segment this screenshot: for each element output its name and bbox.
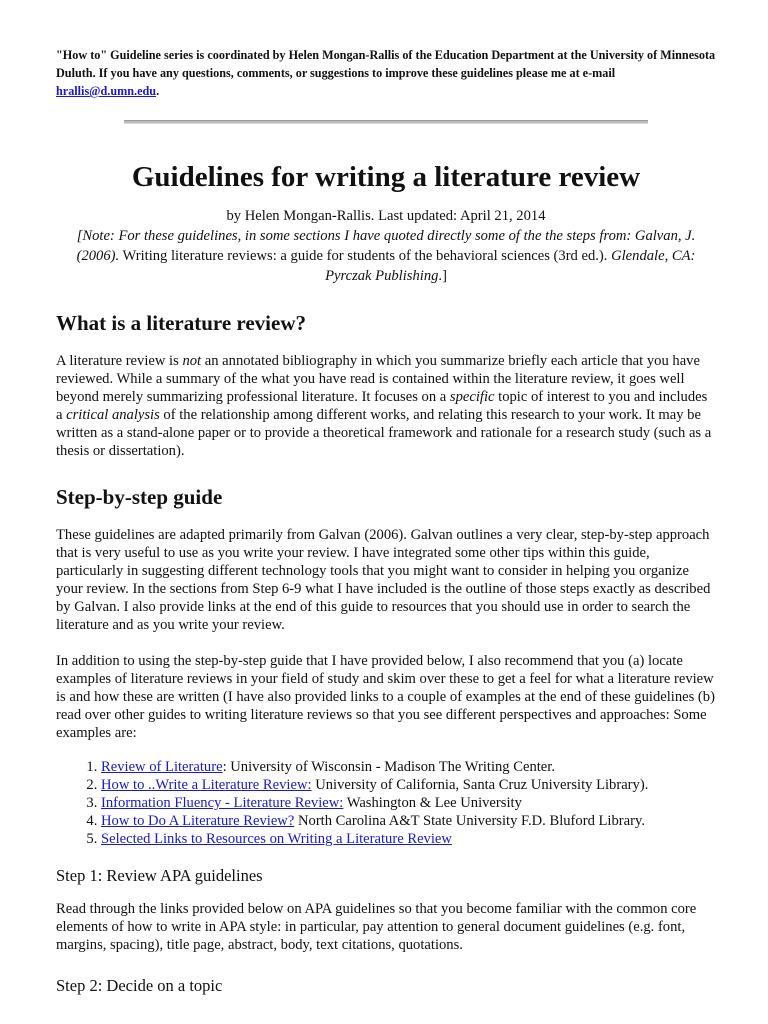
list-item <box>101 776 716 794</box>
heading-step-by-step: Step-by-step guide <box>56 485 223 509</box>
list-item <box>101 812 716 830</box>
resource-link[interactable]: Review of Literature <box>101 759 223 775</box>
byline: by Helen Mongan-Rallis. Last updated: April 21, 2014 <box>226 208 546 224</box>
what-text-not: not <box>182 353 202 369</box>
resource-link[interactable]: Selected Links to Resources on Writing a Literature Review <box>101 831 452 847</box>
heading-step-1: Step 1: Review APA guidelines <box>56 866 263 885</box>
header-note <box>56 46 716 100</box>
what-text-b: an annotated bibliography in which you summarize briefly each article that you have reviewed. While a summary of the what you have read is contained within the literature review, it goes well beyond merely summarizing professional literature. It focuses on a <box>56 353 700 405</box>
resource-list <box>56 758 716 848</box>
list-item <box>101 758 716 776</box>
what-text-critical: critical analysis <box>66 407 160 423</box>
citation-note <box>56 226 716 286</box>
email-link[interactable]: hrallis@d.umn.edu <box>56 84 157 98</box>
note-part1: [Note: For these guidelines, in some sections I have quoted directly some of the the steps from: Galvan, J. (2006). <box>76 228 696 264</box>
heading-step-2: Step 2: Decide on a topic <box>56 976 223 995</box>
paragraph-step-additional: In addition to using the step-by-step guide that I have provided below, I also recommend that you (a) locate examples of literature reviews in your field of study and skim over these to get a feel for what a literature review is and how these are written (I have also provided links to a couple of examples at the end of these guidelines (b) read over other guides to writing literature reviews so that you see different perspectives and approaches: Some examples are: <box>56 653 715 741</box>
resource-link[interactable]: How to Do A Literature Review? <box>101 813 295 829</box>
what-text-specific: specific <box>449 389 495 405</box>
page-title: Guidelines for writing a literature review <box>131 161 641 193</box>
document-page <box>56 0 716 996</box>
resource-link[interactable]: Information Fluency - Literature Review: <box>101 795 344 811</box>
header-note-end: . <box>156 84 160 98</box>
heading-what-is: What is a literature review? <box>56 311 307 335</box>
horizontal-rule <box>124 120 648 124</box>
what-text-a: A literature review is <box>56 353 183 369</box>
paragraph-step-1: Read through the links provided below on APA guidelines so that you become familiar with the common core elements of how to write in APA style: in particular, pay attention to general document guidelines (e.g. font, margins, spacing), title page, abstract, body, text citations, quotations. <box>56 901 697 953</box>
resource-desc: : University of Wisconsin - Madison The Writing Center. <box>222 759 555 775</box>
note-part4: .] <box>438 268 447 284</box>
header-note-text: "How to" Guideline series is coordinated by Helen Mongan-Rallis of the Education Department at the University of Minnesota Duluth. If you have any questions, comments, or suggestions to improve these guidelines please me at e-mail <box>56 48 716 80</box>
resource-desc: Washington & Lee University <box>343 795 522 811</box>
what-text-c: topic of interest to you and includes a <box>56 389 708 423</box>
paragraph-step-intro: These guidelines are adapted primarily from Galvan (2006). Galvan outlines a very clear, step-by-step approach that is very useful to use as you write your review. I have integrated some other tips within this guide, particularly in suggesting different technology tools that you might want to consider in helping you organize your review. In the sections from Step 6-9 what I have included is the outline of those steps exactly as described by Galvan. I also provide links at the end of this guide to resources that you should use in order to search the literature and as you write your review. <box>56 527 711 633</box>
list-item <box>101 830 716 848</box>
paragraph-what-is <box>56 352 716 460</box>
resource-link[interactable]: How to ..Write a Literature Review: <box>101 777 312 793</box>
what-text-d: of the relationship among different works, and relating this research to your work. It may be written as a stand-alone paper or to provide a theoretical framework and rationale for a research study (such as a thesis or dissertation). <box>56 407 712 459</box>
resource-desc: North Carolina A&T State University F.D. Bluford Library. <box>294 813 645 829</box>
resource-desc: University of California, Santa Cruz University Library). <box>311 777 649 793</box>
note-part3: Glendale, CA: Pyrczak Publishing <box>325 248 696 284</box>
note-part2: Writing literature reviews: a guide for students of the behavioral sciences (3rd ed.). <box>119 248 612 264</box>
list-item <box>101 794 716 812</box>
